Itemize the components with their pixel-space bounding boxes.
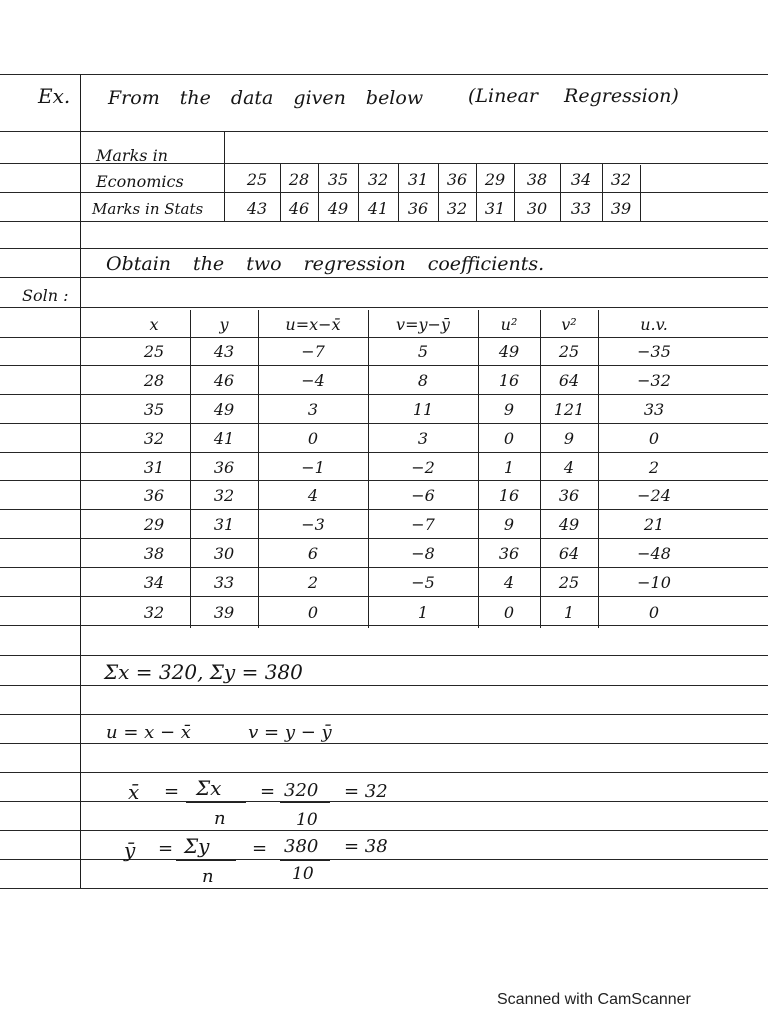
calc-table-cell: 36 bbox=[558, 486, 580, 505]
economics-cell: 28 bbox=[288, 170, 310, 189]
calc-table-cell: −48 bbox=[637, 544, 671, 563]
economics-cell: 29 bbox=[484, 170, 506, 189]
calc-table-cell: 32 bbox=[213, 486, 235, 505]
calc-table-cell: −7 bbox=[411, 515, 435, 534]
calc-table-cell: 25 bbox=[143, 342, 165, 361]
calc-table-cell: 0 bbox=[503, 603, 515, 622]
calc-table-cell: 25 bbox=[558, 573, 580, 592]
economics-cell: 32 bbox=[367, 170, 389, 189]
stats-cell: 36 bbox=[407, 199, 429, 218]
calc-table-cell: 9 bbox=[503, 400, 515, 419]
stats-cell: 46 bbox=[288, 199, 310, 218]
calc-table-cell: 0 bbox=[648, 429, 660, 448]
calc-table-cell: 3 bbox=[417, 429, 429, 448]
calc-table-cell: 41 bbox=[213, 429, 235, 448]
calc-header: v² bbox=[561, 315, 577, 334]
calc-table-cell: −10 bbox=[637, 573, 671, 592]
calc-table-cell: 36 bbox=[498, 544, 520, 563]
calc-table-cell: 6 bbox=[307, 544, 319, 563]
calc-table-cell: −1 bbox=[301, 458, 325, 477]
economics-cell: 38 bbox=[526, 170, 548, 189]
calc-table-cell: 0 bbox=[503, 429, 515, 448]
calc-header: v=y−ȳ bbox=[396, 315, 450, 334]
economics-cell: 35 bbox=[327, 170, 349, 189]
calc-table-cell: 33 bbox=[643, 400, 665, 419]
calc-table-cell: 0 bbox=[307, 603, 319, 622]
calc-table-cell: 32 bbox=[143, 603, 165, 622]
margin-line bbox=[80, 74, 81, 888]
deviation-definitions: u = x − x̄ v = y − ȳ bbox=[106, 722, 332, 743]
calc-table-cell: 5 bbox=[417, 342, 429, 361]
calc-table-cell: −3 bbox=[301, 515, 325, 534]
stats-cell: 32 bbox=[446, 199, 468, 218]
row-label-stats: Marks in Stats bbox=[92, 200, 204, 218]
calc-table-cell: 25 bbox=[558, 342, 580, 361]
calc-table-cell: 2 bbox=[648, 458, 660, 477]
solution-label: Soln : bbox=[22, 286, 69, 305]
calc-table-cell: 21 bbox=[643, 515, 665, 534]
calc-table-cell: 0 bbox=[648, 603, 660, 622]
calc-table-cell: 9 bbox=[503, 515, 515, 534]
calc-table-cell: 33 bbox=[213, 573, 235, 592]
calc-table-cell: 30 bbox=[213, 544, 235, 563]
calc-table-cell: −2 bbox=[411, 458, 435, 477]
calc-table-cell: 3 bbox=[307, 400, 319, 419]
calc-table-cell: 34 bbox=[143, 573, 165, 592]
calc-table-cell: 64 bbox=[558, 544, 580, 563]
calc-table-cell: 16 bbox=[498, 371, 520, 390]
calc-table-cell: 2 bbox=[307, 573, 319, 592]
calc-table-cell: −7 bbox=[301, 342, 325, 361]
calc-table-cell: −35 bbox=[637, 342, 671, 361]
calc-table-cell: 46 bbox=[213, 371, 235, 390]
calc-table-cell: 43 bbox=[213, 342, 235, 361]
calc-table-cell: 49 bbox=[498, 342, 520, 361]
calc-table-cell: 29 bbox=[143, 515, 165, 534]
calc-table-cell: 1 bbox=[503, 458, 515, 477]
calc-table-cell: 36 bbox=[143, 486, 165, 505]
stats-cell: 49 bbox=[327, 199, 349, 218]
calc-table-cell: −4 bbox=[301, 371, 325, 390]
economics-cell: 32 bbox=[610, 170, 632, 189]
calc-table-cell: 49 bbox=[213, 400, 235, 419]
stats-cell: 30 bbox=[526, 199, 548, 218]
calc-table-cell: 121 bbox=[553, 400, 585, 419]
calc-table-cell: −8 bbox=[411, 544, 435, 563]
calc-table-cell: 0 bbox=[307, 429, 319, 448]
calc-table-cell: 1 bbox=[417, 603, 429, 622]
calc-table-cell: 36 bbox=[213, 458, 235, 477]
stats-cell: 33 bbox=[570, 199, 592, 218]
calc-table-cell: 64 bbox=[558, 371, 580, 390]
economics-cell: 36 bbox=[446, 170, 468, 189]
calc-table-cell: 32 bbox=[143, 429, 165, 448]
intro-text: From the data given below bbox=[108, 87, 424, 109]
calc-table-cell: 28 bbox=[143, 371, 165, 390]
calc-table-cell: 11 bbox=[412, 400, 434, 419]
row-label-economics: Marks in Economics bbox=[96, 146, 184, 191]
calc-table-cell: 39 bbox=[213, 603, 235, 622]
calc-table-cell: 38 bbox=[143, 544, 165, 563]
calc-table-cell: 31 bbox=[213, 515, 235, 534]
economics-cell: 31 bbox=[407, 170, 429, 189]
calc-header: u=x−x̄ bbox=[285, 315, 341, 334]
calc-table-cell: 4 bbox=[503, 573, 515, 592]
stats-cell: 43 bbox=[246, 199, 268, 218]
calc-header: x bbox=[149, 315, 159, 334]
example-label: Ex. bbox=[38, 84, 71, 108]
calc-table-cell: −32 bbox=[637, 371, 671, 390]
calc-table-cell: 9 bbox=[563, 429, 575, 448]
calc-table-cell: 35 bbox=[143, 400, 165, 419]
calc-table-cell: 8 bbox=[417, 371, 429, 390]
calc-table-cell: 16 bbox=[498, 486, 520, 505]
scanner-watermark: Scanned with CamScanner bbox=[497, 991, 691, 1008]
calc-header: y bbox=[219, 315, 229, 334]
calc-header: u.v. bbox=[640, 315, 668, 334]
task-text: Obtain the two regression coefficients. bbox=[106, 253, 545, 275]
calc-header: u² bbox=[500, 315, 518, 334]
calc-table-cell: 4 bbox=[563, 458, 575, 477]
calc-table-cell: 4 bbox=[307, 486, 319, 505]
stats-cell: 31 bbox=[484, 199, 506, 218]
stats-cell: 39 bbox=[610, 199, 632, 218]
economics-cell: 34 bbox=[570, 170, 592, 189]
calc-table-cell: 31 bbox=[143, 458, 165, 477]
economics-cell: 25 bbox=[246, 170, 268, 189]
calc-table-cell: −6 bbox=[411, 486, 435, 505]
stats-cell: 41 bbox=[367, 199, 389, 218]
calc-table-cell: −5 bbox=[411, 573, 435, 592]
calc-table-cell: −24 bbox=[637, 486, 671, 505]
calc-table-cell: 49 bbox=[558, 515, 580, 534]
calc-table-cell: 1 bbox=[563, 603, 575, 622]
linear-regression-note: (Linear Regression) bbox=[468, 85, 679, 107]
sums-line: Σx = 320, Σy = 380 bbox=[104, 660, 303, 684]
